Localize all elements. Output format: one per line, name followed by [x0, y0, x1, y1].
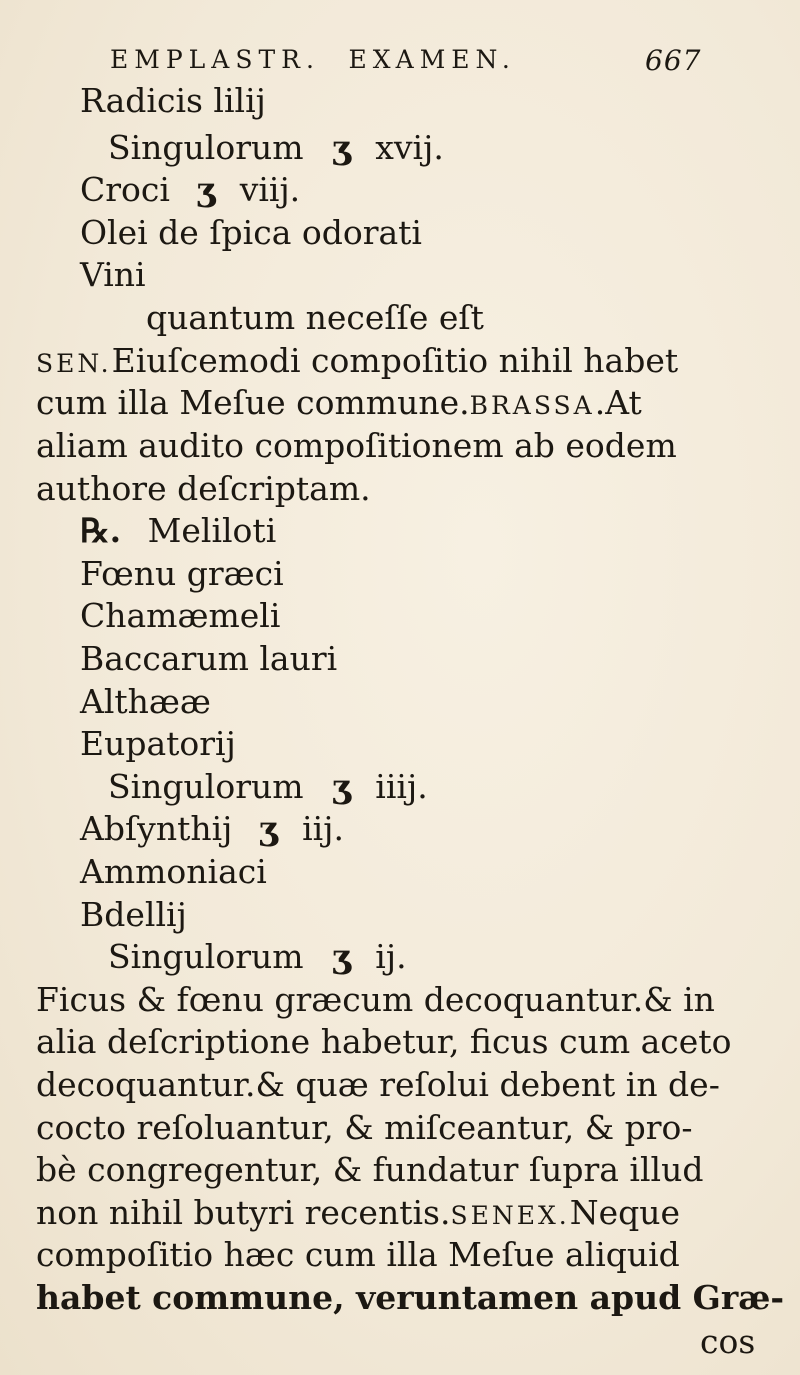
ounce-symbol: ʒ: [332, 937, 351, 976]
line-text: Singulorum: [108, 767, 304, 806]
text-line: Radicis lilij: [80, 81, 266, 120]
recipe-symbol: ℞.: [80, 511, 122, 550]
text-line: [36, 1193, 680, 1236]
text-line: [80, 511, 276, 551]
line-text: Singulorum: [108, 937, 304, 976]
text-line: Althææ: [80, 682, 211, 721]
running-header: [110, 44, 710, 75]
line-text: .At: [594, 383, 642, 422]
ounce-symbol: ʒ: [332, 128, 351, 167]
text-line: Ficus & fœnu græcum decoquantur.& in: [36, 980, 715, 1019]
text-line: Olei de ſpica odorati: [80, 213, 422, 252]
line-text: Croci: [80, 170, 170, 209]
text-line: Vini: [80, 255, 146, 294]
line-text: Singulorum: [108, 128, 304, 167]
text-line: [108, 767, 428, 807]
author-brassa: BRASSA: [469, 391, 595, 420]
text-line: habet commune, veruntamen apud Græ-: [36, 1278, 785, 1317]
text-line: compoſitio hæc cum illa Meſue aliquid: [36, 1235, 680, 1274]
quantity: iij.: [302, 809, 344, 848]
text-line: decoquantur.& quæ reſolui debent in de-: [36, 1065, 720, 1104]
line-text: Eiuſcemodi compoſitio nihil habet: [111, 341, 679, 380]
text-line: Ammoniaci: [80, 852, 267, 891]
text-line: [108, 128, 444, 168]
text-line: Baccarum lauri: [80, 639, 338, 678]
quantity: ij.: [375, 937, 407, 976]
quantity: iiij.: [375, 767, 428, 806]
ounce-symbol: ʒ: [332, 767, 351, 806]
line-text: cum illa Meſue commune.: [36, 383, 470, 422]
text-line: [36, 341, 678, 384]
text-line: Chamæmeli: [80, 596, 281, 635]
text-line: alia deſcriptione habetur, ficus cum aceto: [36, 1022, 732, 1061]
running-title-right: EXAMEN.: [348, 45, 516, 74]
ounce-symbol: ʒ: [196, 170, 216, 209]
line-text: Neque: [569, 1193, 680, 1232]
text-line: [80, 170, 300, 210]
text-line: authore deſcriptam.: [36, 469, 371, 508]
text-line: cocto reſoluantur, & miſceantur, & pro-: [36, 1108, 693, 1147]
line-text: non nihil butyri recentis.: [36, 1193, 451, 1232]
catchword: cos: [700, 1322, 756, 1361]
quantity: xvij.: [375, 128, 444, 167]
quantity: viij.: [239, 170, 301, 209]
line-text: Meliloti: [147, 511, 277, 550]
line-text: Abſynthij: [80, 809, 233, 848]
text-line: Eupatorij: [80, 724, 236, 763]
text-line: Fœnu græci: [80, 554, 284, 593]
text-line: quantum neceſſe eſt: [146, 298, 484, 337]
text-line: aliam audito compoſitionem ab eodem: [36, 426, 677, 465]
author-sen: SEN.: [36, 349, 112, 378]
text-line: [80, 809, 344, 849]
text-line: bè congregentur, & fundatur ſupra illud: [36, 1150, 704, 1189]
text-line: [36, 383, 642, 426]
text-line: Bdellij: [80, 895, 187, 934]
text-line: [108, 937, 407, 977]
ounce-symbol: ʒ: [258, 809, 278, 848]
page-number: 667: [645, 44, 702, 77]
running-title-left: EMPLASTR.: [110, 45, 320, 74]
author-senex: SENEX.: [450, 1201, 570, 1230]
